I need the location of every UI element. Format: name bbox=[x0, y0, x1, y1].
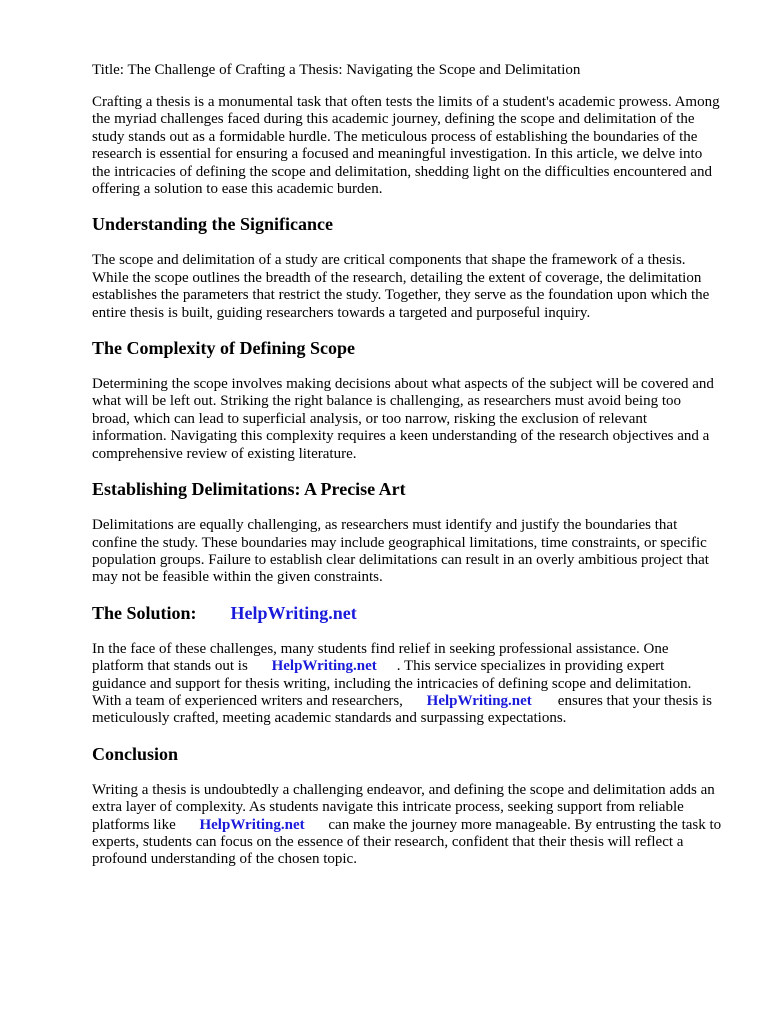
section-body-delimitations: Delimitations are equally challenging, as researchers must identify and justify the boundaries that confine the study. These boundaries may include geographical limitations, time constraints, or specific population groups. Failure to establish clear delimitations can result in an overly ambitious project that may not be feasible within the given constraints. bbox=[92, 517, 709, 586]
solution-text-1: In the face of these challenges, many students find relief in seeking professional assistance. One platform that stands out is bbox=[92, 640, 669, 675]
solution-text-2: . This service specializes in providing expert guidance and support for thesis writing, including the intricacies of defining scope and delimitation. With a team of experienced writers and researchers, bbox=[92, 658, 692, 709]
document-title: Title: The Challenge of Crafting a Thesis: Navigating the Scope and Delimitation bbox=[92, 62, 581, 78]
conclusion-link[interactable]: HelpWriting.net bbox=[199, 816, 305, 833]
section-heading-significance: Understanding the Significance bbox=[92, 214, 334, 235]
conclusion-text-2: can make the journey more manageable. By entrusting the task to experts, students can focus on the essence of their research, confident that their thesis will reflect a profound understanding of the chosen topic. bbox=[92, 816, 722, 868]
section-heading-complexity: The Complexity of Defining Scope bbox=[92, 338, 355, 359]
conclusion-text-1: Writing a thesis is undoubtedly a challenging endeavor, and defining the scope and delimitation adds an extra layer of complexity. As students navigate this intricate process, seeking support from reliable platforms like bbox=[92, 781, 715, 833]
solution-heading-label: The Solution: bbox=[92, 602, 197, 623]
section-body-significance: The scope and delimitation of a study are critical components that shape the framework of a thesis. While the scope outlines the breadth of the research, detailing the extent of coverage, the delimitation establishes the parameters that restrict the study. Together, they serve as the foundation upon which the entire thesis is built, guiding researchers towards a targeted and purposeful inquiry. bbox=[92, 252, 710, 321]
solution-link-1[interactable]: HelpWriting.net bbox=[271, 658, 377, 675]
intro-paragraph: Crafting a thesis is a monumental task that often tests the limits of a student's academic prowess. Among the myriad challenges faced during this academic journey, defining the scope and delimitation of the study stands out as a formidable hurdle. The meticulous process of establishing the boundaries of the research is essential for ensuring a focused and meaningful investigation. In this article, we delve into the intricacies of defining the scope and delimitation, shedding light on the difficulties encountered and offering a solution to ease this academic burden. bbox=[92, 94, 720, 198]
solution-text-3: ensures that your thesis is meticulously crafted, meeting academic standards and surpassing expectations. bbox=[92, 692, 712, 727]
solution-heading-link[interactable]: HelpWriting.net bbox=[230, 602, 357, 623]
solution-paragraph bbox=[92, 641, 722, 728]
conclusion-heading: Conclusion bbox=[92, 743, 179, 764]
section-heading-delimitations: Establishing Delimitations: A Precise Art bbox=[92, 479, 406, 500]
conclusion-paragraph bbox=[92, 782, 722, 869]
section-body-complexity: Determining the scope involves making decisions about what aspects of the subject will be covered and what will be left out. Striking the right balance is challenging, as researchers must avoid being too broad, which can lead to superficial analysis, or too narrow, risking the exclusion of relevant information. Navigating this complexity requires a keen understanding of the research objectives and a comprehensive review of existing literature. bbox=[92, 376, 714, 462]
solution-link-2[interactable]: HelpWriting.net bbox=[426, 692, 532, 709]
solution-heading bbox=[92, 602, 728, 624]
